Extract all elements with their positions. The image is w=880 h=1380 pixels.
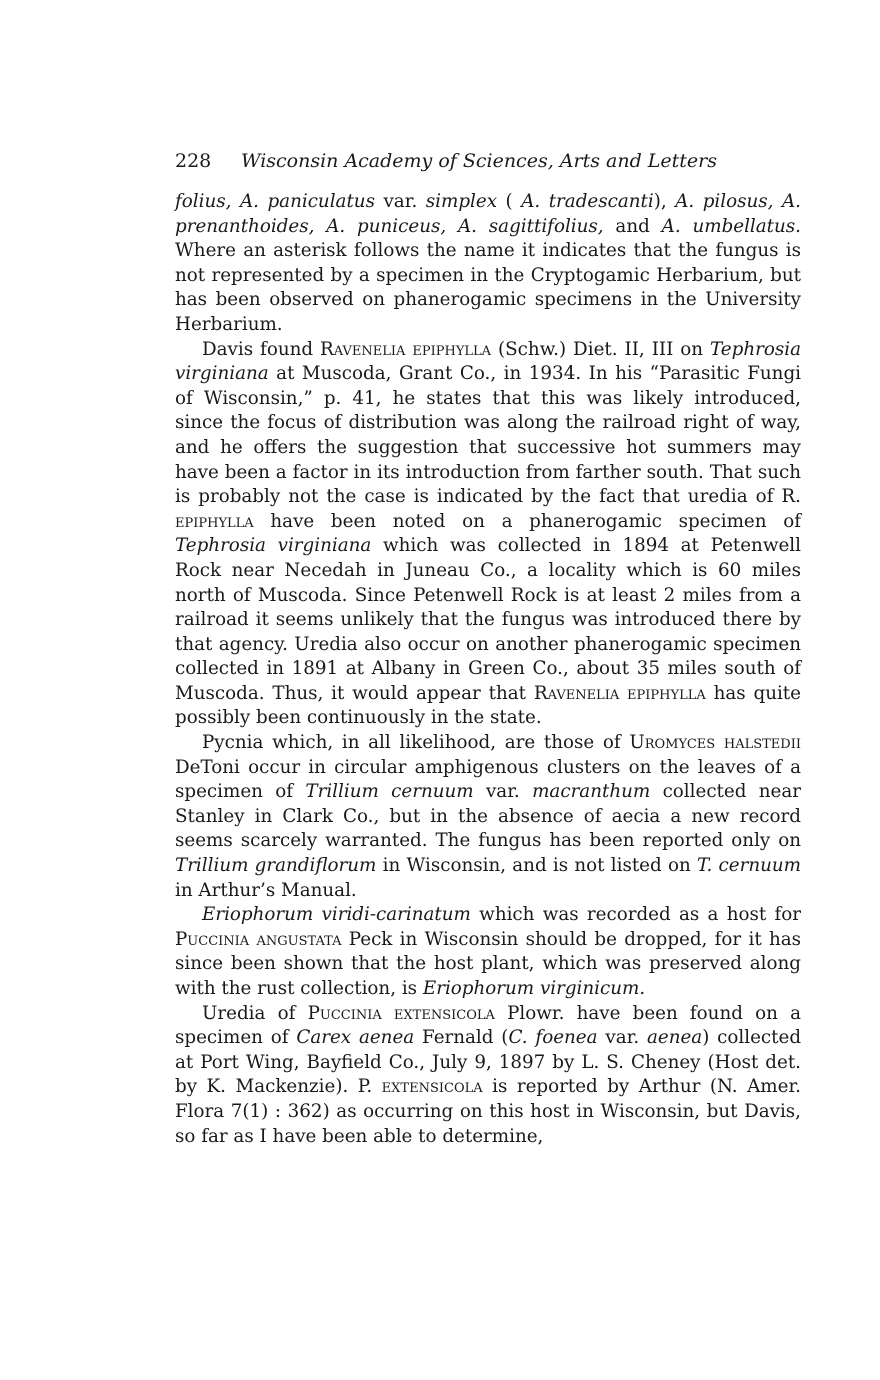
text-run: Carex aenea bbox=[296, 1027, 415, 1049]
text-run: Plowr. have been found on a specimen of bbox=[175, 1002, 801, 1049]
text-run: Where an asterisk follows the name it indicates that the fungus is not represented by a specimen in the Cryptogamic Herbarium, but has been observed on phanerogamic specimens in the University Herbarium. bbox=[175, 240, 801, 335]
paragraph-5 bbox=[175, 1002, 801, 1150]
text-run: Ravenelia epiphylla bbox=[320, 338, 492, 360]
running-head bbox=[175, 146, 801, 176]
text-run: Tephrosia virginiana bbox=[175, 338, 801, 385]
text-run: in Arthur’s Manual. bbox=[175, 879, 357, 901]
text-run: macranthum bbox=[532, 781, 651, 803]
text-run: which was collected in 1894 at Petenwell Rock near Necedah in Juneau Co., a locality which is 60 miles north of Muscoda. Since Petenwell Rock is at least 2 miles from a railroad it seems unlikely that the fungus was introduced there by that agency. Uredia also occur on another phanerogamic specimen collected in 1891 at Albany in Green Co., about 35 miles south of Muscoda. Thus, it would appear that bbox=[175, 535, 801, 704]
text-run: Eriophorum viridi-carinatum bbox=[202, 904, 471, 926]
text-run: ) collected at Port Wing, Bayfield Co., July 9, 1897 by L. S. Cheney (Host det. by K. Mackenzie). P. bbox=[175, 1027, 802, 1098]
text-run: Davis found bbox=[202, 338, 321, 360]
text-run: Puccinia extensicola bbox=[307, 1002, 495, 1024]
text-run: at Muscoda, Grant Co., in 1934. In his “Parasitic Fungi of Wisconsin,” p. 41, he states that this was likely introduced, since the focus of distribution was along the railroad right of way, and he offers the suggestion that successive hot summers may have been a factor in its introduction from farther south. That such is probably not the case is indicated by the fact that uredia of R. bbox=[175, 363, 801, 508]
text-run: has quite possibly been continuously in the state. bbox=[175, 682, 801, 729]
text-run: extensicola bbox=[381, 1076, 483, 1098]
text-run: aenea bbox=[646, 1027, 703, 1049]
text-run: is reported by Arthur (N. Amer. Flora 7(1) : 362) as occurring on this host in Wisconsin, but Davis, so far as I have been able to determine, bbox=[175, 1076, 801, 1147]
text-run: A. tradescanti bbox=[521, 191, 654, 212]
text-run: ), bbox=[653, 191, 676, 212]
text-run: ( bbox=[497, 191, 522, 212]
body-text bbox=[175, 190, 801, 1149]
text-run: which was recorded as a host for bbox=[470, 904, 801, 926]
text-run: Trillium cernuum bbox=[305, 781, 474, 803]
text-run: Trillium grandiflorum bbox=[175, 855, 377, 877]
text-run: (Schw.) Diet. II, III on bbox=[491, 338, 711, 360]
text-run: simplex bbox=[425, 191, 498, 212]
text-run: folius, A. paniculatus bbox=[175, 191, 375, 212]
text-run: var. bbox=[473, 781, 533, 803]
text-run: var. bbox=[374, 191, 426, 212]
text-run: have been noted on a phanerogamic specimen of bbox=[253, 510, 801, 532]
text-run: Tephrosia virginiana bbox=[175, 535, 372, 557]
text-run: var. bbox=[597, 1027, 647, 1049]
text-run: C. foenea bbox=[508, 1027, 598, 1049]
text-run: and bbox=[603, 215, 662, 237]
page-number: 228 bbox=[175, 150, 212, 172]
text-run: Ravenelia epiphylla bbox=[533, 682, 706, 704]
text-run: A. pilosus, A. prenanthoides, A. puniceus, A. sagittifolius, bbox=[175, 191, 801, 237]
book-page bbox=[175, 146, 801, 1149]
paragraph-4 bbox=[175, 903, 801, 1001]
text-run: Puccinia angustata bbox=[175, 928, 342, 950]
text-run: Uromyces halstedii bbox=[629, 732, 801, 754]
text-run: collected near Stanley in Clark Co., but in the absence of aecia a new record seems scarcely warranted. The fungus has been reported only on bbox=[175, 781, 802, 852]
text-run: in Wisconsin, and is not listed on bbox=[376, 855, 697, 877]
paragraph-2 bbox=[175, 338, 801, 732]
text-run: A. umbellatus. bbox=[661, 215, 801, 237]
text-run: Pycnia which, in all likelihood, are those of bbox=[202, 732, 630, 754]
text-run: Fernald ( bbox=[414, 1027, 509, 1049]
journal-title: Wisconsin Academy of Sciences, Arts and Letters bbox=[241, 150, 717, 172]
text-run: Eriophorum virginicum. bbox=[422, 978, 646, 999]
text-run: Peck in Wisconsin should be dropped, for it has since been shown that the host plant, which was preserved along with the rust collection, is bbox=[175, 928, 802, 999]
paragraph-3 bbox=[175, 731, 801, 903]
paragraph-1 bbox=[175, 190, 801, 338]
text-run: Uredia of bbox=[202, 1002, 308, 1024]
text-run: T. cernuum bbox=[696, 855, 802, 877]
text-run: epiphylla bbox=[175, 510, 254, 532]
text-run: DeToni occur in circular amphigenous clusters on the leaves of a specimen of bbox=[175, 756, 801, 803]
